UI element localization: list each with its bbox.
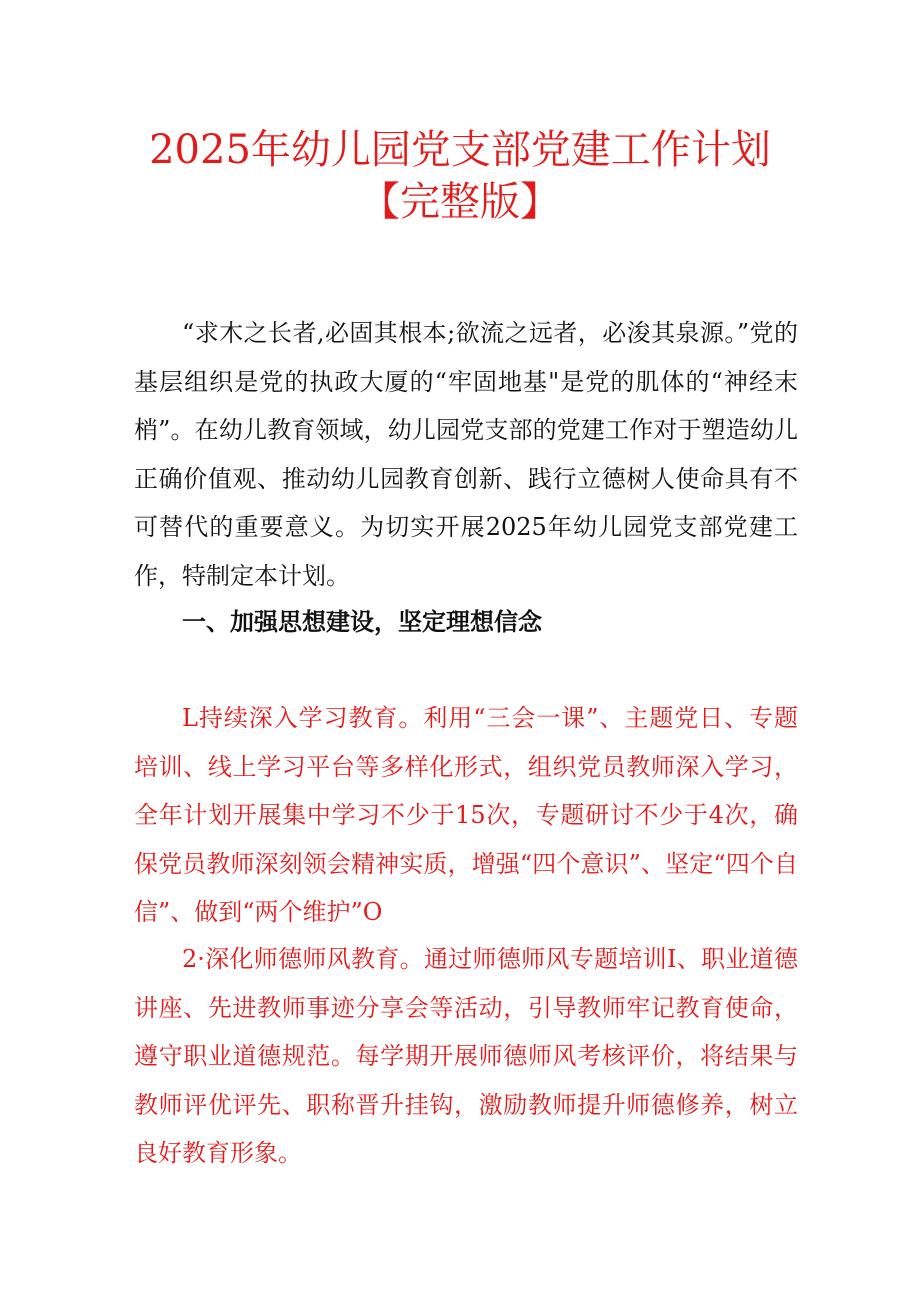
plan-item-2: 2·深化师德师风教育。通过师德师风专题培训I、职业道德讲座、先进教师事迹分享会等活动，引导教师牢记教育使命，遵守职业道德规范。每学期开展师德师风考核评价，将结果与教师评优评先、职称晋升挂钩，激励教师提升师德修养，树立良好教育形象。 <box>134 945 798 1167</box>
intro-paragraph: “求木之长者,必固其根本;欲流之远者，必浚其泉源。”党的基层组织是党的执政大厦的“牢固地基"是党的肌体的“神经末梢”。在幼儿教育领域，幼儿园党支部的党建工作对于塑造幼儿正确价值观、推动幼儿园教育创新、践行立德树人使命具有不可替代的重要意义。为切实开展2025年幼儿园党支部党建工作，特制定本计划。 <box>134 319 798 590</box>
plan-item-1: L持续深入学习教育。利用“三会一课”、主题党日、专题培训、线上学习平台等多样化形式，组织党员教师深入学习，全年计划开展集中学习不少于15次，专题研讨不少于4次，确保党员教师深刻领会精神实质，增强“四个意识”、坚定“四个自信”、做到“两个维护”O <box>134 704 798 926</box>
document-subtitle: 【完整版】 <box>360 179 560 225</box>
document-title: 2025年幼儿园党支部党建工作计划 <box>149 127 771 173</box>
section-heading: 一、加强思想建设，坚定理想信念 <box>182 608 542 636</box>
